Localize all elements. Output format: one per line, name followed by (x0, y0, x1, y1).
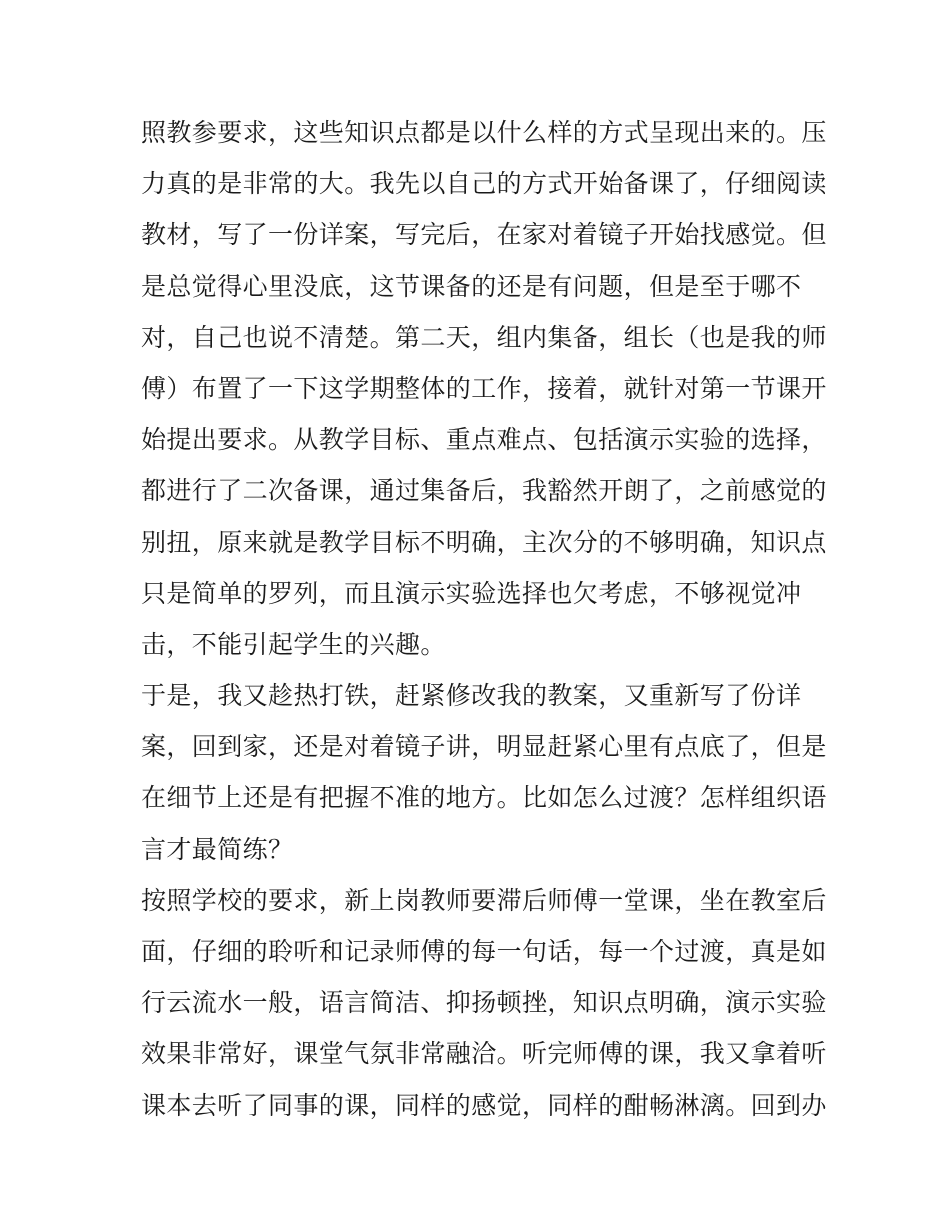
text-line: 效果非常好，课堂气氛非常融洽。听完师傅的课，我又拿着听 (141, 1039, 827, 1069)
text-line: 照教参要求，这些知识点都是以什么样的方式呈现出来的。压 (141, 118, 827, 147)
text-line: 别扭，原来就是教学目标不明确，主次分的不够明确，知识点 (141, 527, 827, 557)
text-line: 面，仔细的聆听和记录师傅的每一句话，每一个过渡，真是如 (141, 937, 827, 966)
text-line: 于是，我又趁热打铁，赶紧修改我的教案，又重新写了份详 (141, 681, 802, 711)
text-line: 对，自己也说不清楚。第二天，组内集备，组长（也是我的师 (141, 322, 827, 352)
text-line: 案，回到家，还是对着镜子讲，明显赶紧心里有点底了，但是 (141, 732, 827, 762)
text-line: 课本去听了同事的课，同样的感觉，同样的酣畅淋漓。回到办 (141, 1090, 827, 1120)
document-body (141, 107, 827, 1131)
text-line: 傅）布置了一下这学期整体的工作，接着，就针对第一节课开 (141, 373, 827, 403)
text-line: 都进行了二次备课，通过集备后，我豁然开朗了，之前感觉的 (141, 476, 827, 506)
text-line: 教材，写了一份详案，写完后，在家对着镜子开始找感觉。但 (141, 220, 827, 250)
text-line: 言才最简练？ (141, 834, 294, 864)
text-line: 行云流水一般，语言简洁、抑扬顿挫，知识点明确，演示实验 (141, 988, 827, 1018)
text-line: 只是简单的罗列，而且演示实验选择也欠考虑，不够视觉冲 (141, 578, 802, 608)
text-line: 在细节上还是有把握不准的地方。比如怎么过渡？怎样组织语 (141, 783, 827, 813)
text-line: 始提出要求。从教学目标、重点难点、包括演示实验的选择， (141, 425, 827, 455)
text-line: 力真的是非常的大。我先以自己的方式开始备课了，仔细阅读 (141, 169, 827, 199)
text-line: 按照学校的要求，新上岗教师要滞后师傅一堂课，坐在教室后 (141, 885, 827, 915)
text-line: 击，不能引起学生的兴趣。 (141, 629, 446, 659)
text-line: 是总觉得心里没底，这节课备的还是有问题，但是至于哪不 (141, 271, 802, 301)
